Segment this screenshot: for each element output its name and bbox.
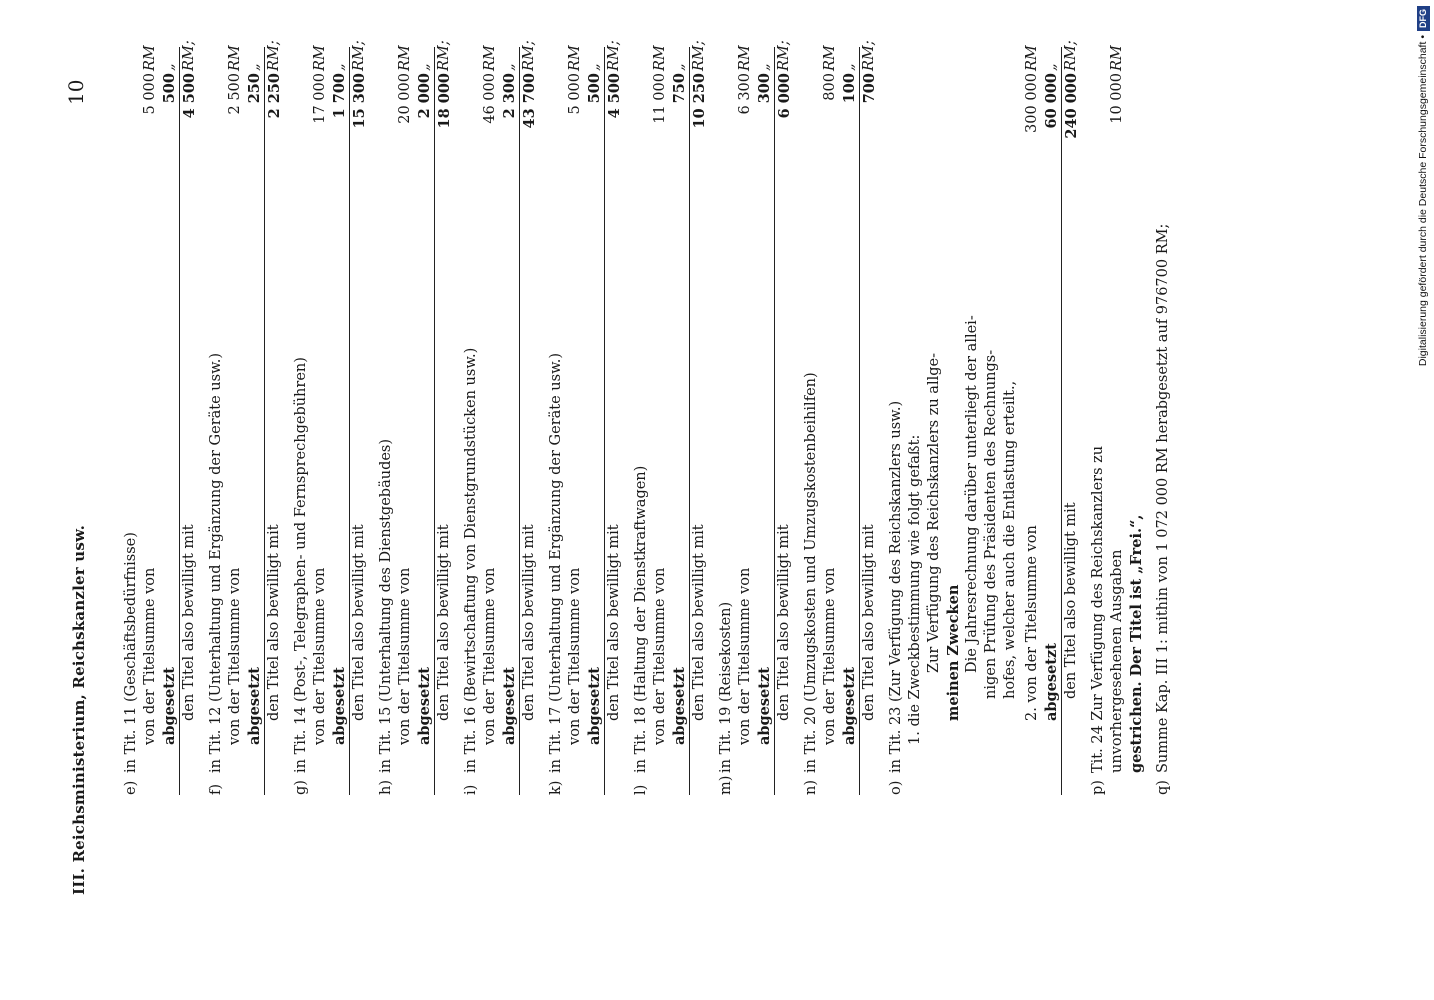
result-label: den Titel also bewilligt mit: [266, 524, 282, 721]
deduction-label: abgesetzt: [161, 667, 178, 745]
sum-unit: RM: [652, 45, 668, 71]
ledger-row: [736, 5, 755, 795]
budget-entries: [122, 5, 1173, 795]
deduction-unit: „: [671, 63, 687, 71]
running-title: III. Reichsministerium, Reichskanzler usw.: [70, 524, 88, 895]
result-amount: 10 250: [691, 73, 708, 129]
ledger-row: [292, 5, 311, 795]
deduction-unit: „: [501, 63, 517, 71]
ledger-row: [774, 40, 794, 795]
ledger-row: [944, 5, 963, 795]
ledger-row: [1108, 5, 1127, 795]
sum-label: von der Titelsumme von: [227, 567, 243, 745]
section-marker: e): [123, 780, 139, 795]
sum-unit: RM: [737, 45, 753, 71]
deduction-amount: 1 700: [331, 73, 348, 119]
ledger-row: [963, 5, 982, 795]
section-marker: n): [803, 780, 819, 795]
ledger-row: [434, 40, 454, 795]
ledger-row: [1001, 5, 1020, 795]
sum-label: von der Titelsumme von: [737, 567, 753, 745]
deduction-amount: 500: [586, 73, 603, 104]
ledger-row: [1089, 5, 1108, 795]
section-marker: m): [718, 775, 734, 795]
total-line: Summe Kap. III 1: mithin von 1 072 000 RM herabgesetzt auf 976700 RM;: [1155, 223, 1171, 773]
section-marker: k): [548, 780, 564, 795]
result-label: den Titel also bewilligt mit: [606, 524, 622, 721]
result-amount: 43 700: [521, 73, 538, 129]
result-unit: RM;: [436, 40, 452, 71]
result-unit: RM;: [266, 40, 282, 71]
ledger-row: [802, 5, 821, 795]
digitization-credit: [1416, 6, 1430, 390]
result-label: den Titel also bewilligt mit: [1063, 502, 1079, 699]
deduction-unit: „: [1043, 63, 1059, 71]
sum-amount: 20 000: [397, 73, 413, 124]
deduction-unit: „: [246, 63, 262, 71]
result-label: den Titel also bewilligt mit: [181, 524, 197, 721]
deduction-label: abgesetzt: [586, 667, 603, 745]
section-marker: i): [463, 784, 479, 795]
ledger-row: [651, 5, 670, 795]
ledger-row: [670, 5, 689, 795]
deduction-label: abgesetzt: [841, 667, 858, 745]
deduction-label: abgesetzt: [501, 667, 518, 745]
ledger-row: [179, 40, 199, 795]
result-amount: 4 500: [606, 73, 623, 119]
result-amount: 6 000: [776, 73, 793, 119]
ledger-row: [859, 40, 879, 795]
deduction-unit: „: [841, 63, 857, 71]
ledger-row: [245, 5, 264, 795]
sum-label: von der Titelsumme von: [652, 567, 668, 745]
note-text: nigen Prüfung des Präsidenten des Rechnungs-: [983, 349, 999, 699]
ledger-row: [207, 5, 226, 795]
section-marker: p): [1090, 780, 1106, 795]
result-amount: 15 300: [351, 73, 368, 129]
ledger-row: [689, 40, 709, 795]
ledger-row: [585, 5, 604, 795]
ledger-row: [264, 40, 284, 795]
ledger-row: [462, 5, 481, 795]
note-text: Die Jahresrechnung darüber unterliegt der allei-: [964, 315, 980, 673]
section-heading: in Tit. 19 (Reisekosten): [718, 601, 734, 773]
result-label: den Titel also bewilligt mit: [351, 524, 367, 721]
result-amount: 4 500: [181, 73, 198, 119]
ledger-row: [1023, 5, 1042, 795]
ledger-row: [481, 5, 500, 795]
result-label: den Titel also bewilligt mit: [691, 524, 707, 721]
deduction-amount: 300: [756, 73, 773, 104]
deduction-label: abgesetzt: [1043, 643, 1060, 721]
section-marker: f): [208, 783, 224, 795]
result-amount: 240 000: [1063, 73, 1080, 139]
sum-amount: 2 500: [227, 73, 243, 115]
section-heading: in Tit. 11 (Geschäftsbedürfnisse): [123, 532, 139, 773]
sum-amount: 46 000: [482, 73, 498, 124]
sum-unit: RM: [482, 45, 498, 71]
deduction-amount: 100: [841, 73, 858, 104]
section-marker: q): [1155, 780, 1171, 795]
sum-unit: RM: [567, 45, 583, 71]
ledger-row: [717, 5, 736, 795]
sum-amount: 5 000: [567, 73, 583, 115]
deduction-label: abgesetzt: [246, 667, 263, 745]
result-unit: RM;: [691, 40, 707, 71]
section-heading: in Tit. 20 (Umzugskosten und Umzugskostenbeihilfen): [803, 372, 819, 773]
result-amount: 2 250: [266, 73, 283, 119]
sum-unit: RM: [142, 45, 158, 71]
result-unit: RM;: [1063, 40, 1079, 71]
section-marker: o): [888, 780, 904, 795]
deduction-unit: „: [331, 63, 347, 71]
page-header: [50, 0, 120, 1000]
result-unit: RM;: [776, 40, 792, 71]
result-label: den Titel also bewilligt mit: [776, 524, 792, 721]
ledger-row: [1154, 5, 1173, 795]
ledger-row: [311, 5, 330, 795]
sum-unit: RM: [1109, 45, 1125, 71]
ledger-row: [840, 5, 859, 795]
sum-amount: 300 000: [1024, 73, 1040, 133]
deduction-amount: 500: [161, 73, 178, 104]
sum-amount: 800: [822, 73, 838, 101]
page-number: 10: [64, 79, 88, 105]
deduction-label: abgesetzt: [756, 667, 773, 745]
ledger-row: [982, 5, 1001, 795]
result-label: den Titel also bewilligt mit: [861, 524, 877, 721]
ledger-row: [415, 5, 434, 795]
ledger-row: [377, 5, 396, 795]
deduction-unit: „: [756, 63, 772, 71]
sum-amount: 5 000: [142, 73, 158, 115]
ledger-row: [755, 5, 774, 795]
ledger-row: [547, 5, 566, 795]
section-heading: in Tit. 23 (Zur Verfügung des Reichskanzlers usw.): [888, 400, 904, 773]
note-text: hofes, welcher auch die Entlastung erteilt.,: [1002, 380, 1018, 699]
result-label: den Titel also bewilligt mit: [436, 524, 452, 721]
ledger-row: [226, 5, 245, 795]
deduction-unit: „: [586, 63, 602, 71]
ledger-row: [1042, 5, 1061, 795]
sum-unit: RM: [822, 45, 838, 71]
deduction-amount: 750: [671, 73, 688, 104]
ledger-row: [141, 5, 160, 795]
deduction-amount: 2 300: [501, 73, 518, 119]
ledger-row: [330, 5, 349, 795]
sum-amount: 11 000: [652, 73, 668, 124]
section-text: gestrichen. Der Titel ist „Frei.“,: [1128, 514, 1145, 773]
ledger-row: [925, 5, 944, 795]
sum-unit: RM: [1024, 45, 1040, 71]
result-unit: RM;: [181, 40, 197, 71]
deduction-unit: „: [161, 63, 177, 71]
ledger-row: [500, 5, 519, 795]
section-heading: in Tit. 17 (Unterhaltung und Ergänzung der Geräte usw.): [548, 352, 564, 773]
result-unit: RM;: [861, 40, 877, 71]
sum-label: von der Titelsumme von: [312, 567, 328, 745]
ledger-row: [632, 5, 651, 795]
sum-label: von der Titelsumme von: [142, 567, 158, 745]
sum-amount: 17 000: [312, 73, 328, 124]
sum-unit: RM: [227, 45, 243, 71]
ledger-row: [160, 5, 179, 795]
sum-label: 2. von der Titelsumme von: [1024, 525, 1040, 721]
section-heading: in Tit. 15 (Unterhaltung des Dienstgebäudes): [378, 438, 394, 773]
section-heading: in Tit. 12 (Unterhaltung und Ergänzung der Geräte usw.): [208, 352, 224, 773]
purpose-text: Zur Verfügung des Reichskanzlers zu allge-: [926, 353, 942, 673]
result-unit: RM;: [351, 40, 367, 71]
deduction-label: abgesetzt: [331, 667, 348, 745]
item-label: 1. die Zweckbestimmung wie folgt gefaßt:: [907, 434, 923, 745]
deduction-amount: 60 000: [1043, 73, 1060, 129]
section-heading: Tit. 24 Zur Verfügung des Reichskanzlers zu: [1090, 445, 1106, 773]
ledger-row: [906, 5, 925, 795]
sum-label: von der Titelsumme von: [397, 567, 413, 745]
section-marker: l): [633, 784, 649, 795]
sum-label: von der Titelsumme von: [822, 567, 838, 745]
section-marker: g): [293, 780, 309, 795]
ledger-row: [821, 5, 840, 795]
section-text: unvorhergesehenen Ausgaben: [1109, 549, 1125, 773]
sum-label: von der Titelsumme von: [567, 567, 583, 745]
deduction-amount: 250: [246, 73, 263, 104]
deduction-label: abgesetzt: [671, 667, 688, 745]
ledger-row: [396, 5, 415, 795]
deduction-amount: 2 000: [416, 73, 433, 119]
dfg-logo: DFG: [1417, 6, 1430, 31]
sum-unit: RM: [312, 45, 328, 71]
purpose-text: meinen Zwecken: [945, 584, 962, 721]
credit-text: Digitalisierung gefördert durch die Deutsche Forschungsgemeinschaft •: [1417, 35, 1429, 367]
result-label: den Titel also bewilligt mit: [521, 524, 537, 721]
deduction-label: abgesetzt: [416, 667, 433, 745]
ledger-row: [519, 40, 539, 795]
ledger-row: [1127, 5, 1146, 795]
result-amount: 18 000: [436, 73, 453, 129]
ledger-row: [604, 40, 624, 795]
ledger-row: [122, 5, 141, 795]
ledger-row: [349, 40, 369, 795]
ledger-row: [1061, 40, 1081, 795]
section-heading: in Tit. 16 (Bewirtschaftung von Dienstgrundstücken usw.): [463, 347, 479, 773]
sum-amount: 10 000: [1109, 73, 1125, 124]
result-unit: RM;: [521, 40, 537, 71]
result-amount: 700: [861, 73, 878, 104]
sum-label: von der Titelsumme von: [482, 567, 498, 745]
sum-amount: 6 300: [737, 73, 753, 115]
result-unit: RM;: [606, 40, 622, 71]
ledger-row: [566, 5, 585, 795]
ledger-row: [887, 5, 906, 795]
deduction-unit: „: [416, 63, 432, 71]
section-marker: h): [378, 780, 394, 795]
sum-unit: RM: [397, 45, 413, 71]
section-heading: in Tit. 14 (Post-, Telegraphen- und Fernsprechgebühren): [293, 357, 309, 773]
section-heading: in Tit. 18 (Haltung der Dienstkraftwagen): [633, 465, 649, 773]
